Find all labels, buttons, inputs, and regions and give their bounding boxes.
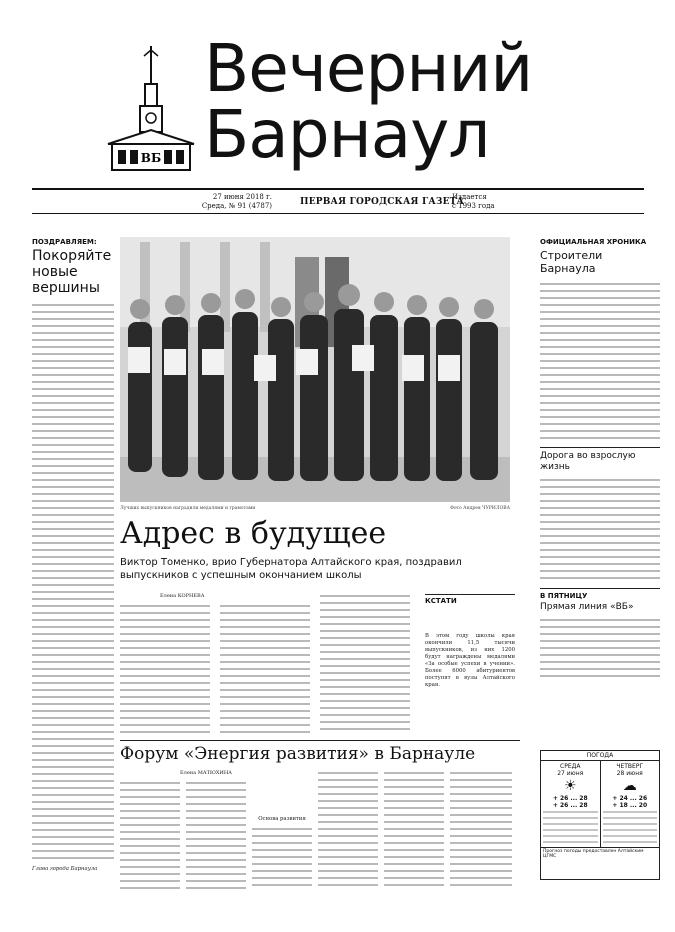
main-author: Елена КОРНЕВА (160, 593, 205, 599)
title-line-2: Барнаул (204, 96, 490, 173)
left-body-text (32, 302, 114, 862)
photo-credit: Фото Андрея ЧУРИЛОВА (450, 506, 510, 511)
left-column (32, 238, 114, 873)
since-line-1: Издается (452, 193, 487, 201)
day2-details (603, 809, 658, 845)
photo-caption (120, 506, 510, 511)
newspaper-title (204, 30, 664, 173)
day1-date: 27 июня (557, 770, 584, 777)
caption-text: Лучших выпускников наградили медалями и грамотами (120, 506, 256, 511)
forum-col-5 (384, 770, 444, 890)
kstati-text: В этом году школы края окончили 11,5 тысячи выпускников, из них 1200 будут награждены медалями «За особые успехи в учении». Более 6000 абитуриентов поступят в вузы Алтайского края. (425, 633, 515, 688)
weather-title: ПОГОДА (541, 751, 659, 761)
issue-number: Среда, № 91 (4787) (201, 202, 272, 210)
main-deck: Виктор Томенко, врио Губернатора Алтайского края, поздравил выпускников с успешным окончанием школы (120, 557, 462, 581)
forum-author: Елена МАТЮХИНА (180, 770, 232, 776)
forum-subhead: Основа развития (258, 816, 306, 822)
forum-col-1 (120, 780, 180, 890)
article-column-2 (220, 603, 310, 733)
right-column (540, 238, 660, 677)
weather-note: Прогноз погоды предоставлен Алтайским ЦГМС (541, 847, 659, 860)
forum-col-4 (318, 770, 378, 890)
sun-icon: ☀ (563, 778, 577, 794)
forum-col-3 (252, 826, 312, 890)
masthead-info-bar (32, 188, 644, 214)
main-article-body (120, 593, 420, 733)
right-rubric-1: ОФИЦИАЛЬНАЯ ХРОНИКА (540, 238, 647, 246)
barnaul-emblem-logo (104, 44, 198, 174)
right-body-2 (540, 477, 660, 582)
cloud-rain-icon: ☁ (622, 778, 637, 794)
forum-headline: Форум «Энергия развития» в Барнауле (120, 740, 520, 764)
forum-col-2 (186, 780, 246, 890)
day1-details (543, 809, 598, 845)
issue-date (182, 193, 272, 211)
article-column-1 (120, 603, 210, 733)
day2-date: 28 июня (616, 770, 643, 777)
left-rubric: ПОЗДРАВЛЯЕМ: (32, 238, 97, 246)
article-column-3 (320, 593, 410, 733)
right-heading-1: Строители Барнаула (540, 249, 603, 275)
day1-name: СРЕДА (560, 763, 581, 770)
right-rubric-3: В ПЯТНИЦУ (540, 588, 660, 600)
forum-article-body (120, 770, 515, 822)
kstati-label: КСТАТИ (425, 594, 515, 605)
left-signature: Глава города Барнаула (32, 866, 98, 872)
title-line-1: Вечерний (204, 30, 533, 107)
forum-col-6 (450, 770, 512, 890)
since-line-2: с 1993 года (452, 202, 495, 210)
right-heading-3: Прямая линия «ВБ» (540, 602, 634, 612)
day2-name: ЧЕТВЕРГ (616, 763, 644, 770)
day2-temp-night: + 18 ... 20 (612, 802, 648, 809)
day2-temp-day: + 24 ... 26 (612, 795, 648, 802)
right-body-1 (540, 281, 660, 441)
day1-temp-night: + 26 ... 28 (552, 802, 588, 809)
main-headline: Адрес в будущее (120, 516, 387, 551)
svg-text:ВБ: ВБ (140, 151, 162, 165)
right-heading-2: Дорога во взрослую жизнь (540, 447, 660, 473)
left-heading: Покоряйте новые вершины (32, 248, 112, 296)
sidebar-kstati (425, 594, 515, 689)
right-body-3 (540, 617, 660, 677)
weather-box (540, 750, 660, 880)
tagline: ПЕРВАЯ ГОРОДСКАЯ ГАЗЕТА (300, 197, 465, 207)
publication-since (452, 193, 495, 211)
weather-day-1 (541, 761, 601, 847)
graduates-photo (120, 237, 510, 502)
day1-temp-day: + 26 ... 28 (552, 795, 588, 802)
weather-day-2 (601, 761, 660, 847)
date-text: 27 июня 2018 г. (212, 193, 272, 201)
